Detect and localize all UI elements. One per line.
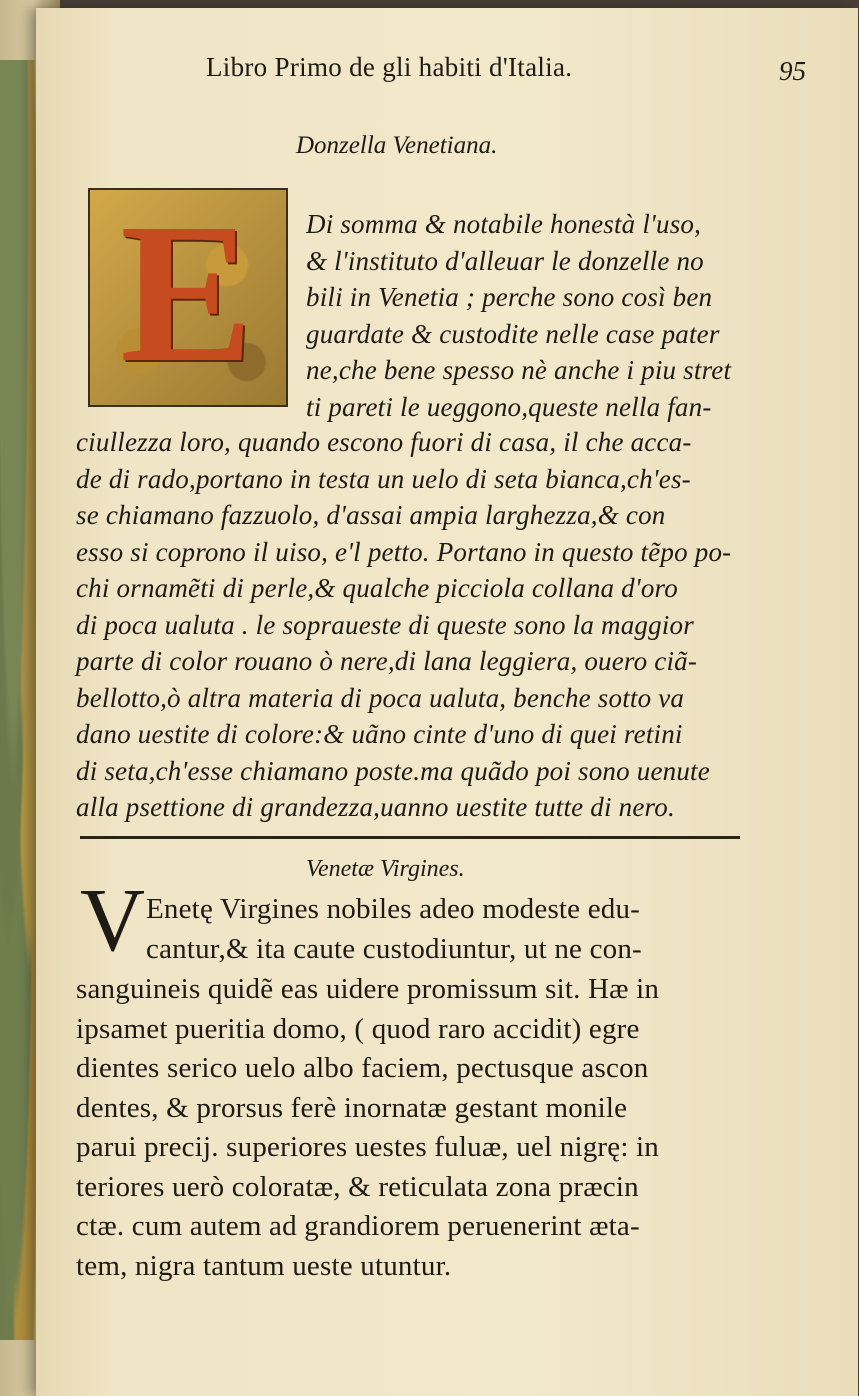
italian-title: Donzella Venetiana.: [296, 132, 498, 159]
text-line: Enetę Virgines nobiles adeo modeste edu-: [146, 893, 641, 925]
text-line: ctæ. cum autem ad grandiorem peruenerint æta-: [76, 1210, 640, 1242]
initial-letter-v: V: [80, 871, 145, 970]
text-line: ne,che bene spesso nè anche i piu stret: [306, 355, 732, 385]
text-line: chi ornamẽti di perle,& qualche picciola collana d'oro: [76, 573, 678, 603]
section-divider: [80, 836, 740, 839]
latin-text-beside-initial: [146, 890, 746, 969]
text-line: di seta,ch'esse chiamano poste.ma quãdo poi sono uenute: [76, 755, 710, 786]
text-line: ciullezza loro, quando escono fuori di casa, il che acca-: [76, 427, 692, 457]
text-line: bili in Venetia ; perche sono così ben: [306, 282, 713, 312]
text-line: se chiamano fazzuolo, d'assai ampia larghezza,& con: [76, 500, 666, 530]
decorated-initial-e: [88, 188, 288, 407]
page-header: [206, 52, 806, 92]
text-line: parte di color rouano ò nere,di lana leggiera, ouero ciã-: [76, 646, 698, 676]
text-line: di poca ualuta . le sopraueste di queste sono la maggior: [76, 609, 694, 640]
text-line: tem, nigra tantum ueste utuntur.: [76, 1249, 452, 1282]
latin-text-body: [76, 970, 796, 1286]
text-line: cantur,& ita caute custodiuntur, ut ne con-: [146, 932, 642, 965]
running-head: Libro Primo de gli habiti d'Italia.: [206, 52, 573, 82]
text-line: Di somma & notabile honestà l'uso,: [306, 209, 702, 239]
page-number: 95: [779, 56, 806, 86]
text-line: dentes, & prorsus ferè inornatæ gestant monile: [76, 1091, 628, 1124]
text-line: sanguineis quidẽ eas uidere promissum sit. Hæ in: [76, 973, 660, 1005]
text-line: bellotto,ò altra materia di poca ualuta, benche sotto va: [76, 682, 685, 713]
text-line: ipsamet pueritia domo, ( quod raro accidit) egre: [76, 1012, 640, 1045]
initial-letter: E: [120, 188, 254, 404]
text-line: ti pareti le ueggono,queste nella fan-: [306, 391, 712, 422]
text-line: teriores uerò coloratæ, & reticulata zona præcin: [76, 1170, 639, 1203]
text-line: dientes serico uelo albo faciem, pectusque ascon: [76, 1052, 649, 1084]
text-line: alla psettione di grandezza,uanno uestite tutte di nero.: [76, 792, 675, 822]
text-line: esso si coprono il uiso, e'l petto. Portano in questo tẽpo po-: [76, 536, 732, 567]
italian-text-body: [76, 424, 816, 826]
latin-title: Venetæ Virgines.: [306, 856, 465, 882]
text-line: de di rado,portano in testa un uelo di seta bianca,ch'es-: [76, 463, 691, 494]
text-line: & l'instituto d'alleuar le donzelle no: [306, 245, 704, 276]
text-line: dano uestite di colore:& uãno cinte d'uno di quei retini: [76, 719, 683, 749]
text-line: parui precij. superiores uestes fuluæ, uel nigrę: in: [76, 1131, 659, 1163]
book-page: [36, 8, 858, 1396]
italian-text-beside-initial: [306, 206, 826, 425]
text-line: guardate & custodite nelle case pater: [306, 318, 720, 349]
